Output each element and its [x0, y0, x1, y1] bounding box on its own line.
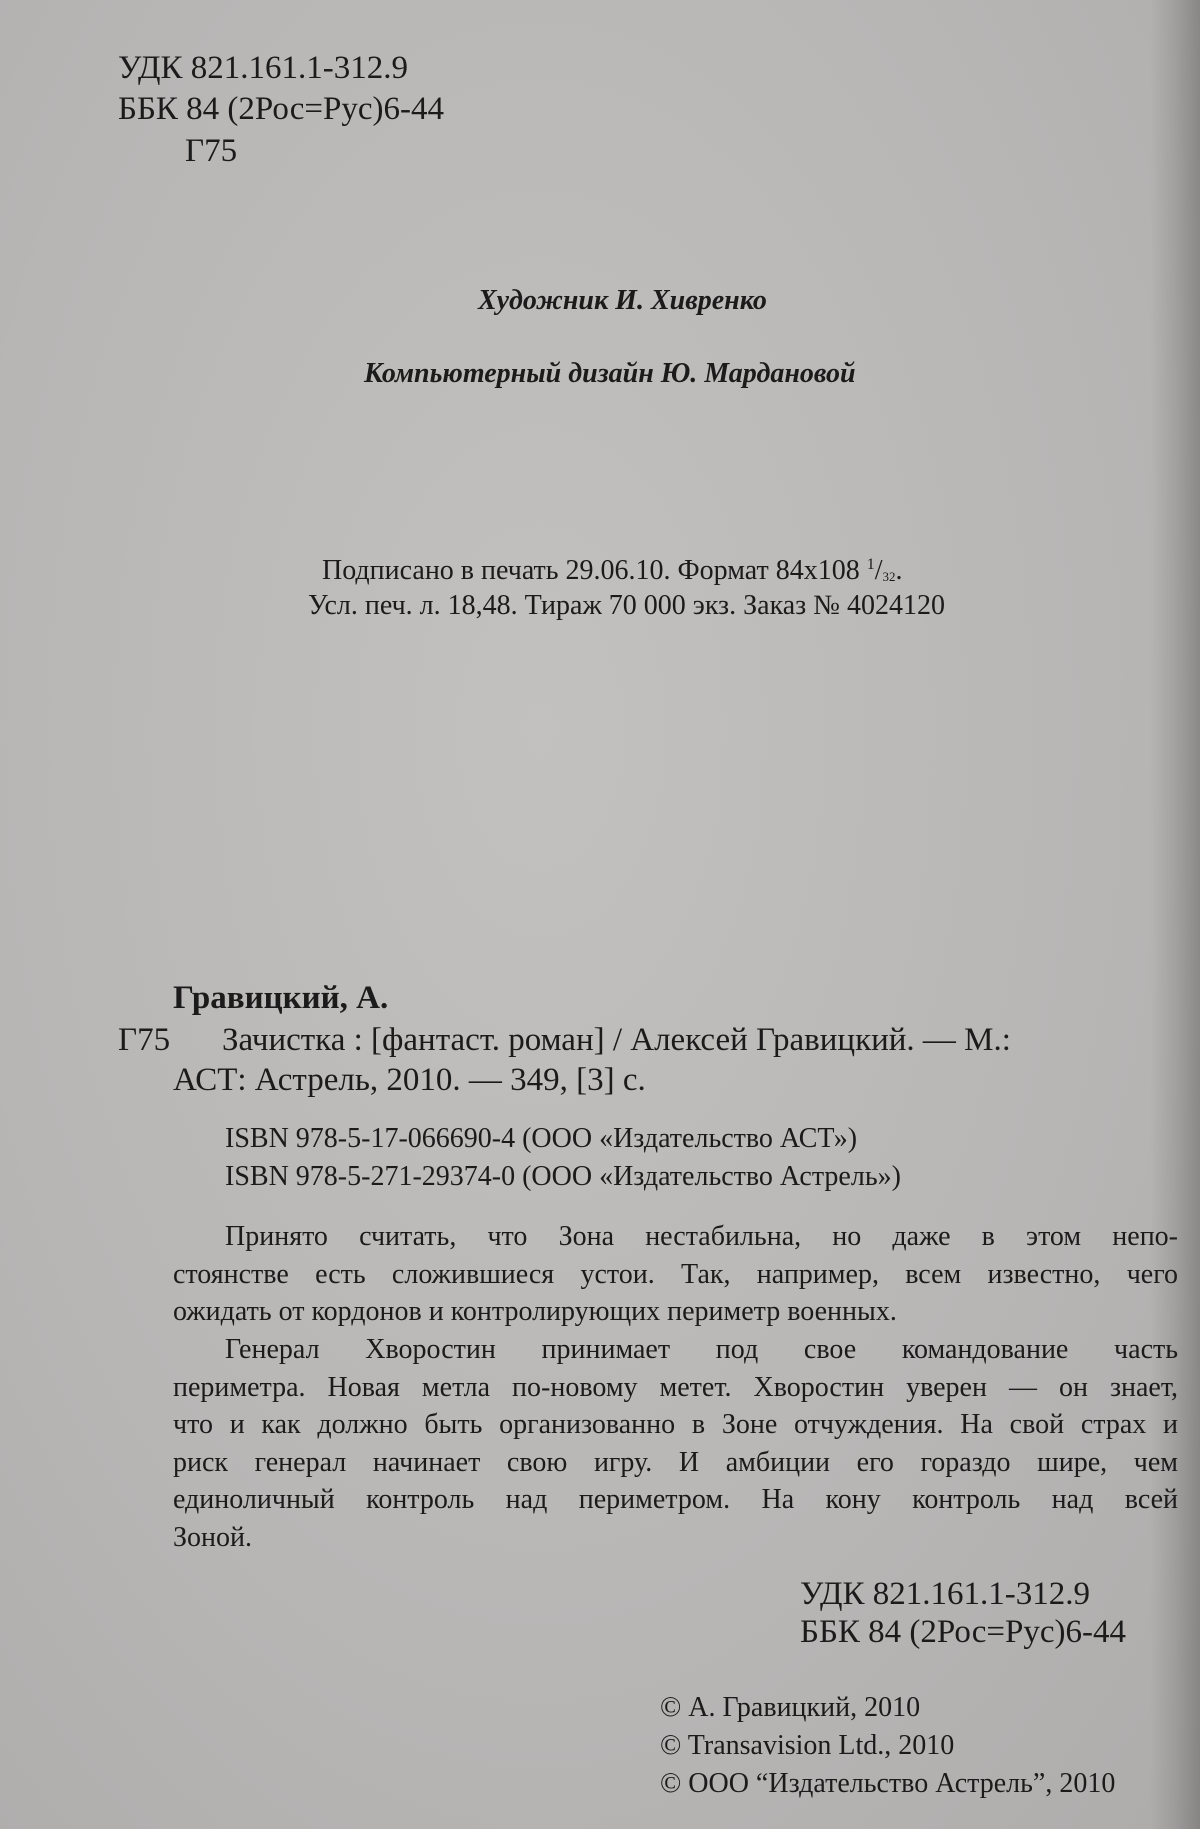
bbk-code-bottom: ББК 84 (2Рос=Рус)6-44 — [800, 1614, 1126, 1650]
format-fraction — [867, 555, 896, 586]
annotation-line: Принято считать, что Зона нестабильна, но даже в этом непо- — [225, 1221, 1178, 1252]
print-signed-text: Подписано в печать 29.06.10. Формат 84x108 — [322, 555, 867, 586]
bib-author: Гравицкий, А. — [173, 980, 389, 1016]
artist-credit: Художник И. Хивренко — [478, 285, 767, 316]
bib-title-line: Зачистка : [фантаст. роман] / Алексей Гравицкий. — М.: — [222, 1022, 1011, 1058]
format-numerator: 1 — [866, 556, 875, 573]
annotation-paragraph-1 — [173, 1218, 1178, 1331]
isbn-ast: ISBN 978-5-17-066690-4 (ООО «Издательство АСТ») — [225, 1123, 858, 1154]
annotation-line: что и как должно быть организованно в Зоне отчуждения. На свой страх и — [173, 1409, 1178, 1440]
annotation-line: периметра. Новая метла по-новому метет. Хворостин уверен — он знает, — [173, 1371, 1178, 1403]
bib-publisher-line: АСТ: Астрель, 2010. — 349, [3] с. — [173, 1062, 646, 1098]
annotation-line: риск генерал начинает свою игру. И амбиции его гораздо шире, чем — [173, 1446, 1178, 1478]
print-run-line: Усл. печ. л. 18,48. Тираж 70 000 экз. Заказ № 4024120 — [308, 590, 945, 621]
bib-author-sign: Г75 — [118, 1022, 171, 1058]
annotation-line: единоличный контроль над периметром. На кону контроль над всей — [173, 1484, 1178, 1515]
udk-code-bottom: УДК 821.161.1-312.9 — [800, 1576, 1091, 1612]
print-signed-line — [322, 557, 902, 585]
format-slash: / — [874, 555, 883, 586]
copyright-author: © А. Гравицкий, 2010 — [660, 1692, 921, 1723]
bbk-code: ББК 84 (2Рос=Рус)6-44 — [118, 91, 444, 127]
copyright-astrel: © ООО “Издательство Астрель”, 2010 — [660, 1768, 1116, 1799]
author-sign: Г75 — [185, 133, 238, 169]
designer-credit: Компьютерный дизайн Ю. Мардановой — [364, 358, 856, 389]
isbn-astrel: ISBN 978-5-271-29374-0 (ООО «Издательство Астрель») — [225, 1161, 901, 1192]
copyright-transavision: © Transavision Ltd., 2010 — [660, 1730, 955, 1761]
annotation-line: ожидать от кордонов и контролирующих периметр военных. — [173, 1296, 897, 1327]
annotation-line: Генерал Хворостин принимает под свое командование часть — [225, 1334, 1178, 1365]
udk-code: УДК 821.161.1-312.9 — [118, 50, 409, 86]
print-line-end: . — [895, 555, 903, 586]
annotation-paragraph-2 — [173, 1331, 1178, 1556]
annotation-line: Зоной. — [173, 1521, 252, 1553]
annotation-line: стоянстве есть сложившиеся устои. Так, например, всем известно, чего — [173, 1258, 1178, 1290]
format-denominator: 32 — [882, 569, 896, 584]
